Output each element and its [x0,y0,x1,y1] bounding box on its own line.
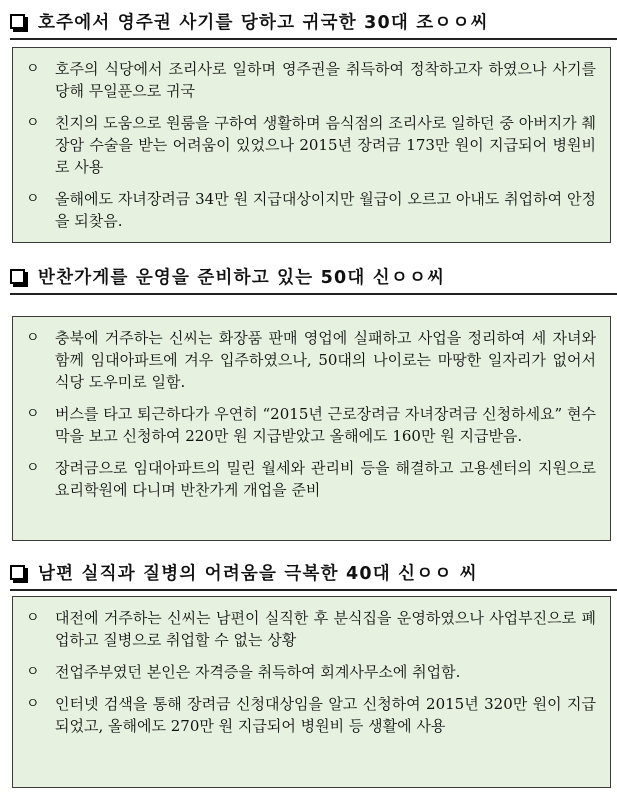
list-item [23,327,596,393]
list-item [23,403,596,447]
list-item [23,661,596,683]
item-text: 충북에 거주하는 신씨는 화장품 판매 영업에 실패하고 사업을 정리하여 세 자녀와 함께 임대아파트에 겨우 입주하였으나, 50대의 나이로는 마땅한 일자리가 없어서 식당 도우미로 일함. [55,329,596,391]
list-item [23,457,596,501]
checkbox-icon [10,14,25,29]
list-item [23,693,596,737]
list-item [23,188,596,232]
bullet-icon: ㅇ [26,460,40,476]
bullet-icon: ㅇ [26,61,40,77]
section-title: 호주에서 영주권 사기를 당하고 귀국한 30대 조ㅇㅇ씨 [38,12,489,33]
list-item [23,58,596,102]
bullet-icon: ㅇ [26,406,40,422]
content-box [12,47,611,243]
section-heading [10,555,617,591]
content-box [12,596,611,788]
item-list [23,327,596,501]
bullet-icon: ㅇ [26,115,40,131]
bullet-icon: ㅇ [26,696,40,712]
section-title: 반찬가게를 운영을 준비하고 있는 50대 신ㅇㅇ씨 [38,267,446,288]
item-text: 전업주부였던 본인은 자격증을 취득하여 회계사무소에 취업함. [55,663,461,681]
list-item [23,112,596,178]
checkbox-icon [10,269,25,284]
checkbox-icon [10,565,25,580]
bullet-icon: ㅇ [26,330,40,346]
item-text: 장려금으로 임대아파트의 밀린 월세와 관리비 등을 해결하고 고용센터의 지원으로 요리학원에 다니며 반찬가게 개업을 준비 [55,459,596,499]
item-list [23,58,596,232]
item-text: 인터넷 검색을 통해 장려금 신청대상임을 알고 신청하여 2015년 320만 원이 지급되었고, 올해에도 270만 원 지급되어 병원비 등 생활에 사용 [55,695,596,735]
list-item [23,607,596,651]
item-text: 올해에도 자녀장려금 34만 원 지급대상이지만 월급이 오르고 아내도 취업하여 안정을 되찾음. [55,190,596,230]
item-list [23,607,596,737]
item-text: 친지의 도움으로 원룸을 구하여 생활하며 음식점의 조리사로 일하던 중 아버지가 췌장암 수술을 받는 어려움이 있었으나 2015년 장려금 173만 원이 지급되어 병원비로 사용 [55,114,596,176]
section-title: 남편 실직과 질병의 어려움을 극복한 40대 신ㅇㅇ 씨 [38,563,478,584]
bullet-icon: ㅇ [26,610,40,626]
bullet-icon: ㅇ [26,191,40,207]
section-heading [10,259,617,295]
item-text: 버스를 타고 퇴근하다가 우연히 “2015년 근로장려금 자녀장려금 신청하세요” 현수막을 보고 신청하여 220만 원 지급받았고 올해에도 160만 원 지급받음. [55,405,596,445]
item-text: 대전에 거주하는 신씨는 남편이 실직한 후 분식집을 운영하였으나 사업부진으로 폐업하고 질병으로 취업할 수 없는 상황 [55,609,596,649]
content-box [12,316,611,541]
bullet-icon: ㅇ [26,664,40,680]
item-text: 호주의 식당에서 조리사로 일하며 영주권을 취득하여 정착하고자 하였으나 사기를 당해 무일푼으로 귀국 [55,60,596,100]
section-heading [10,4,617,40]
